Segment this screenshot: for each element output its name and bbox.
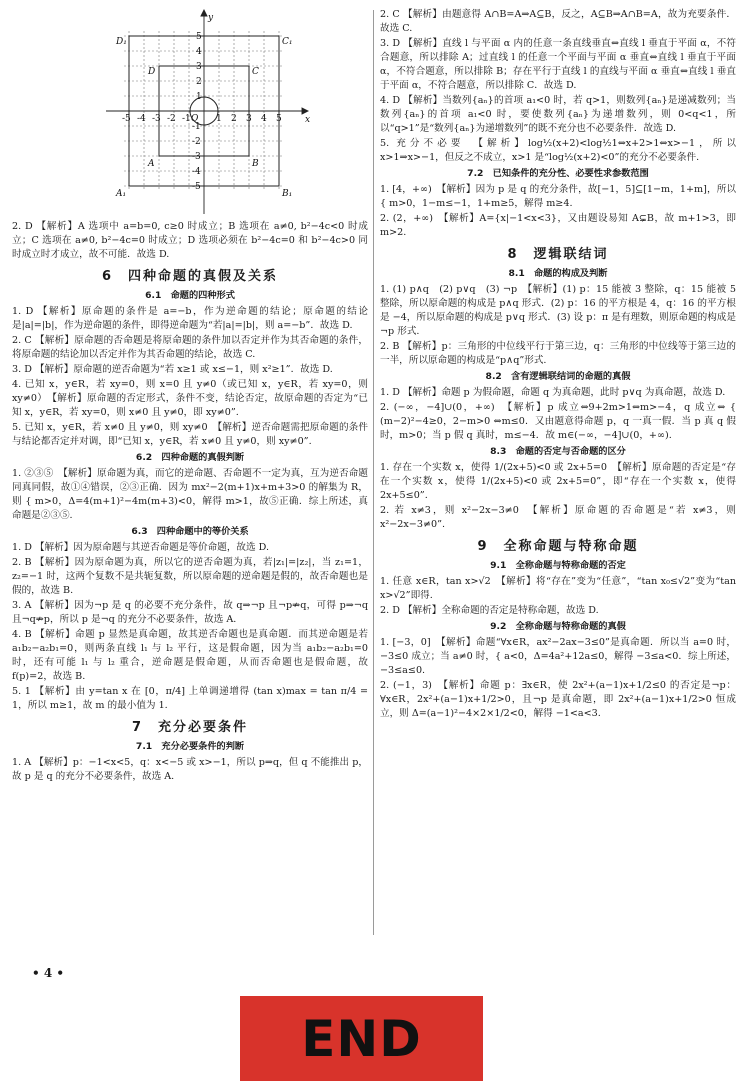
- x-tick-label: 2: [231, 114, 237, 124]
- x-axis-label: x: [305, 115, 311, 125]
- answer-paragraph: 2. C 【解析】由题意得 A∩B=A⇒A⊆B，反之，A⊆B⇒A∩B=A，故为充要条件．故选 C.: [380, 9, 736, 34]
- y-tick-label: 5: [196, 32, 202, 42]
- page-number: • 4 •: [32, 966, 65, 980]
- y-tick-label: 4: [196, 47, 202, 57]
- y-tick-label: -3: [192, 152, 201, 162]
- answer-paragraph: 2. 若 x≠3，则 x²−2x−3≠0 【解析】原命题的否命题是“若 x≠3，则 x²−2x−3≠0”.: [380, 505, 736, 530]
- end-label: END: [301, 1009, 422, 1068]
- point-label-a1: A₁: [116, 189, 127, 199]
- y-tick-label: 1: [196, 92, 202, 102]
- right-column: [380, 8, 736, 722]
- subsection-heading: 6.1 命题的四种形式: [145, 290, 235, 301]
- left-text-flow: [12, 220, 368, 784]
- subsection-heading: 8.2 含有逻辑联结词的命题的真假: [485, 371, 631, 382]
- subsection-heading: 9.1 全称命题与特称命题的否定: [490, 560, 626, 571]
- point-label-c: C: [252, 67, 259, 77]
- x-tick-label: -4: [137, 114, 146, 124]
- answer-paragraph: 2. C 【解析】原命题的否命题是将原命题的条件加以否定并作为其否命题的条件，将原命题的结论加以否定并作为其否命题的结论，故选 C.: [12, 335, 368, 360]
- answer-paragraph: 3. D 【解析】直线 l 与平面 α 内的任意一条直线垂直⇔直线 l 垂直于平面 α，不符合题意，所以排除 A；过直线 l 的任意一个平面与平面 α 垂直⇔直线 l 垂直于平面 α，不符合题意，所以排除 B；存在平行于直线 l 的直线与平面 α 垂直⇔直线 l 垂直于平面 α，不符合题意，所以排除 C．故选 D.: [380, 38, 736, 91]
- x-tick-label: 5: [276, 114, 282, 124]
- coordinate-diagram: [102, 8, 312, 220]
- answer-paragraph: 2. (2，+∞) 【解析】A={x|−1<x<3}，又由题设易知 A⊊B，故 m+1>3，即 m>2.: [380, 213, 736, 238]
- answer-paragraph: 1. [−3，0] 【解析】命题“∀x∈R，ax²−2ax−3≤0”是真命题．所以当 a=0 时，−3≤0 成立；当 a≠0 时，{ a<0，Δ=4a²+12a≤0，解得 −3≤a<0．综上所述，−3≤a≤0.: [380, 637, 736, 676]
- answer-paragraph: 1. D 【解析】因为原命题与其逆否命题是等价命题，故选 D.: [12, 542, 270, 553]
- answer-paragraph: 4. 已知 x，y∈R，若 xy=0，则 x=0 且 y≠0（或已知 x，y∈R，若 xy=0，则 xy≠0） 【解析】原命题的否定形式，条件不变，结论否定，故原命题的否定为“已知 x，y∈R，若 xy=0，则 x≠0 且 y≠0，即 xy≠0”.: [12, 379, 368, 418]
- answer-paragraph: 3. A 【解析】因为¬p 是 q 的必要不充分条件，故 q⇒¬p 且¬p⇏q，可得 p⇒¬q 且¬q⇏p，所以 p 是¬q 的充分不必要条件，故选 A.: [12, 600, 368, 625]
- x-tick-label: -3: [152, 114, 161, 124]
- answer-paragraph: 5. 已知 x，y∈R，若 x≠0 且 y≠0，则 xy≠0 【解析】逆否命题需把原命题的条件与结论都否定并对调，即“已知 x，y∈R，若 x≠0 且 y≠0，则 xy≠0”.: [12, 422, 368, 447]
- y-tick-label: 2: [196, 77, 202, 87]
- x-tick-label: -1: [182, 114, 191, 124]
- answer-paragraph: 4. B 【解析】命题 p 显然是真命题，故其逆否命题也是真命题．而其逆命题是若 a₁b₂−a₂b₁=0，则两条直线 l₁ 与 l₂ 平行，这是假命题，因为当 a₁b₂−a₂b₁=0 时，还有可能 l₁ 与 l₂ 重合，逆命题是假命题，从而否命题也是假命题，故 f(p)=2，故选 B.: [12, 629, 368, 682]
- x-tick-label: -2: [167, 114, 176, 124]
- y-tick-label: -4: [192, 167, 201, 177]
- section-heading: 8 逻辑联结词: [507, 247, 609, 262]
- answer-paragraph: 1. 任意 x∈R，tan x>√2 【解析】将“存在”变为“任意”，“tan x₀≤√2”变为“tan x>√2”即得.: [380, 576, 736, 601]
- subsection-heading: 7.1 充分必要条件的判断: [135, 741, 245, 752]
- answer-paragraph: 5. 1 【解析】由 y=tan x 在 [0，π/4] 上单调递增得 (tan x)max = tan π/4 = 1，所以 m≥1，故 m 的最小值为 1.: [12, 686, 368, 711]
- section-heading: 9 全称命题与特称命题: [477, 539, 639, 554]
- column-divider: [373, 10, 374, 935]
- answer-paragraph: 1. [4，+∞) 【解析】因为 p 是 q 的充分条件，故[−1，5]⊆[1−m，1+m]，所以 { m>0，1−m≤−1，1+m≥5，解得 m≥4.: [380, 184, 736, 209]
- x-tick-label: -5: [122, 114, 131, 124]
- x-tick-label: 4: [261, 114, 267, 124]
- section-heading: 7 充分必要条件: [131, 720, 249, 735]
- answer-paragraph: 5. 充分不必要 【解析】log½(x+2)<log½1⇔x+2>1⇔x>−1，所以 x>1⇒x>−1，但反之不成立，x>1 是“log½(x+2)<0”的充分不必要条件.: [380, 138, 736, 163]
- y-tick-label: -2: [192, 137, 201, 147]
- y-axis-arrow-icon: [201, 10, 207, 16]
- coordinate-figure: [12, 8, 368, 220]
- subsection-heading: 9.2 全称命题与特称命题的真假: [490, 621, 626, 632]
- point-label-c1: C₁: [282, 37, 293, 47]
- answer-paragraph: 1. 存在一个实数 x，使得 1/(2x+5)<0 或 2x+5=0 【解析】原命题的否定是“存在一个实数 x，使得 1/(2x+5)<0 或 2x+5=0”，即“存在一个实数 x，使得 2x+5≤0”.: [380, 462, 736, 501]
- point-label-d: D: [148, 67, 156, 77]
- answer-paragraph: 1. D 【解析】命题 p 为假命题，命题 q 为真命题，此时 p∨q 为真命题，故选 D.: [380, 387, 726, 398]
- answer-paragraph: 2. (−∞，−4]∪(0，+∞) 【解析】p 成立⇔9+2m>1⇔m>−4，q 成立⇔ { (m−2)²−4≥0，2−m>0 ⇔m≤0．又由题意得命题 p，q 一真一假．当 p 真 q 假时，m>0；当 p 假 q 真时，m≤−4．故 m∈(−∞，−4]∪(0，+∞).: [380, 402, 736, 441]
- answer-paragraph: 1. D 【解析】原命题的条件是 a=−b，作为逆命题的结论；原命题的结论是|a|=|b|，作为逆命题的条件，即得逆命题为“若|a|=|b|，则 a=−b”．故选 D.: [12, 306, 368, 331]
- x-axis-arrow-icon: [302, 108, 308, 114]
- y-axis-label: y: [208, 13, 214, 23]
- subsection-heading: 7.2 已知条件的充分性、必要性求参数范围: [467, 168, 649, 179]
- answer-paragraph: 1. ②③⑤ 【解析】原命题为真，而它的逆命题、否命题不一定为真，互为逆否命题同真同假，故①④错误，②③正确．因为 mx²−2(m+1)x+m+3>0 的解集为 R，则 { m>0，Δ=4(m+1)²−4m(m+3)<0，解得 m>1，故⑤正确．综上所述，真命题是②③⑤.: [12, 468, 368, 521]
- point-label-d1: D₁: [116, 37, 127, 47]
- answer-paragraph: 2. D 【解析】A 选项中 a=b=0, c≥0 时成立；B 选项在 a≠0, b²−4c<0 时成立；C 选项在 a≠0, b²−4c=0 时成立；D 选项必须在 b²−4c=0 和 b²−4c>0 同时成立时才成立，故不可能．故选 D.: [12, 221, 368, 260]
- answer-paragraph: 2. (−1，3) 【解析】命题 p：∃x∈R，使 2x²+(a−1)x+1/2≤0 的否定是¬p：∀x∈R，2x²+(a−1)x+1/2>0，且¬p 是真命题，即 2x²+(a−1)x+1/2>0 恒成立，则 Δ=(a−1)²−4×2×1/2<0，解得 −1<a<3.: [380, 680, 736, 719]
- subsection-heading: 8.3 命题的否定与否命题的区分: [490, 446, 626, 457]
- answer-paragraph: 2. B 【解析】p：三角形的中位线平行于第三边，q：三角形的中位线等于第三边的一半，所以原命题的构成是“p∧q”形式.: [380, 341, 736, 366]
- left-column: [12, 8, 368, 785]
- subsection-heading: 6.3 四种命题中的等价关系: [131, 526, 249, 537]
- x-tick-label: 3: [246, 114, 252, 124]
- point-label-b: B: [252, 159, 259, 169]
- y-tick-label: -1: [192, 122, 201, 132]
- answer-paragraph: 2. D 【解析】全称命题的否定是特称命题，故选 D.: [380, 605, 599, 616]
- point-label-b1: B₁: [282, 189, 293, 199]
- end-banner: [240, 996, 483, 1081]
- subsection-heading: 6.2 四种命题的真假判断: [135, 452, 245, 463]
- right-text-flow: [380, 8, 736, 721]
- answer-paragraph: 4. D 【解析】当数列{aₙ}的首项 a₁<0 时，若 q>1，则数列{aₙ}是递减数列；当数列{aₙ}的首项 a₁<0 时，要使数列{aₙ}为递增数列，则 0<q<1，所以“q>1”是“数列{aₙ}为递增数列”的既不充分也不必要条件．故选 D.: [380, 95, 736, 134]
- answer-paragraph: 1. A 【解析】p：−1<x<5，q：x<−5 或 x>−1，所以 p⇒q，但 q 不能推出 p，故 p 是 q 的充分不必要条件，故选 A.: [12, 757, 368, 782]
- section-heading: 6 四种命题的真假及关系: [101, 269, 279, 284]
- x-tick-label: 1: [216, 114, 222, 124]
- point-label-a: A: [148, 159, 155, 169]
- origin-label: O: [191, 114, 199, 124]
- answer-paragraph: 1. (1) p∧q (2) p∨q (3) ¬p 【解析】(1) p：15 能被 3 整除，q：15 能被 5 整除，所以原命题的构成是 p∧q 形式．(2) p：16 的平方根是 4，q：16 的平方根是 −4，所以原命题的构成是 p∨q 形式．(3) 设 p：π 是有理数，则原命题的构成是¬p 形式.: [380, 284, 736, 337]
- y-tick-label: -5: [192, 182, 201, 192]
- answer-paragraph: 3. D 【解析】原命题的逆否命题为“若 x≥1 或 x≤−1，则 x²≥1”．故选 D.: [12, 364, 333, 375]
- y-tick-label: 3: [196, 62, 202, 72]
- subsection-heading: 8.1 命题的构成及判断: [508, 268, 608, 279]
- answer-paragraph: 2. B 【解析】因为原命题为真，所以它的逆否命题为真，若|z₁|=|z₂|，当 z₁=1，z₂=−1 时，这两个复数不是共轭复数，所以原命题的逆命题是假的，故否命题也是假的，故选 B.: [12, 557, 368, 596]
